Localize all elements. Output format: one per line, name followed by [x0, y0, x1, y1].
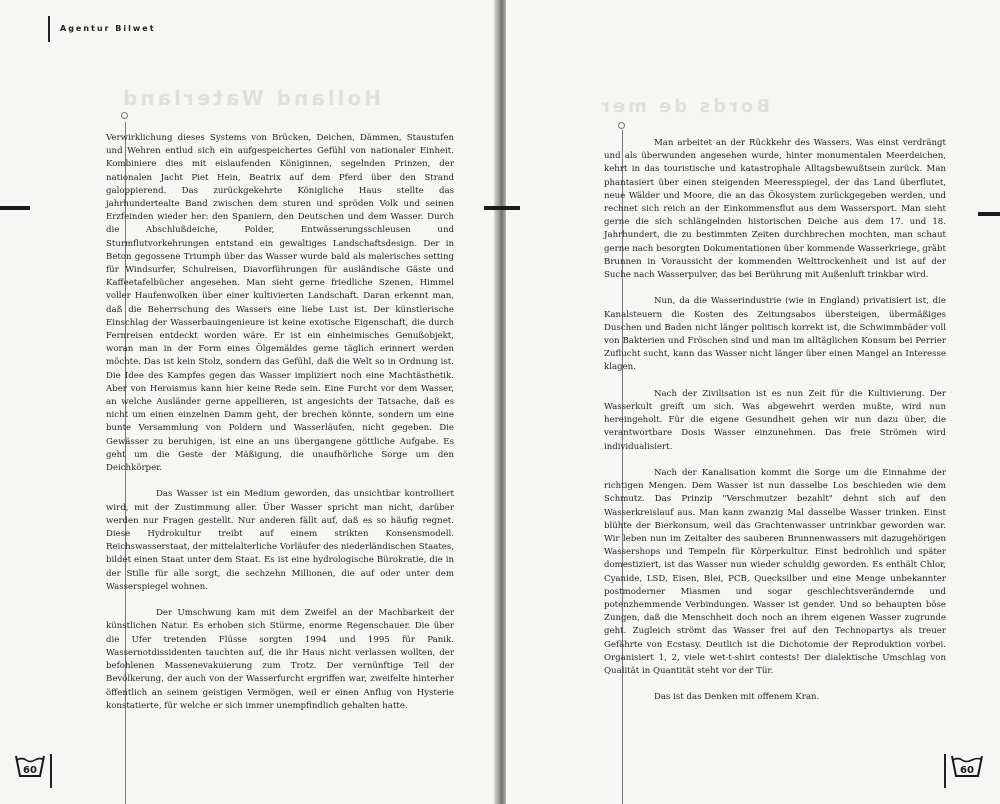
- paragraph: Nach der Zivilisation ist es nun Zeit für die Kultivierung. Der Wasserkult greift um sich. Was abgewehrt werden mußte, wird nun hereingeholt. Für die eigene Gesundheit gehen wir nun dazu über, die verantwortbare Dosis Wasser einzunehmen. Das freie Strömen wird individualisiert.: [604, 388, 946, 452]
- wash-basin-icon: [950, 752, 984, 780]
- left-page: [0, 0, 496, 804]
- margin-marker: [484, 206, 520, 210]
- header-rule: [48, 16, 50, 42]
- show-through-title: Bords de mer: [598, 96, 771, 117]
- show-through-title: Holland Waterland: [120, 86, 381, 110]
- paragraph: Verwirklichung dieses Systems von Brücken, Deichen, Dämmen, Staustufen und Wehren entlud sich ein aufgespeichertes Gefühl von nationaler Einheit. Kombiniere dies mit eislaufenden Königinnen, segelnden Prinzen, der nationalen Jacht Piet Hein, Beatrix auf dem Pferd über den Strand galoppierend. Das zurückgekehrte Königliche Haus stellte das jahrhundertealte Band zwischen dem sturen und spröden Volk und seinen Erzfeinden wieder her: den Spaniern, den Deutschen und dem Wasser. Durch die Abschlußdeiche, Polder, Entwässerungsschleusen und Sturmflutvorkehrungen entstand ein gewaltiges Landschaftsdesign. Der in Beton gegossene Triumph über das Wasser wurde bald als malerisches setting für Windsurfer, Schulreisen, Diavorführungen für ausländische Gäste und Kaffeetafelbücher angesehen. Man sieht gerne friedliche Szenen, Himmel voller Haufenwolken über einer kultivierten Landschaft. Daran erkennt man, daß die Beherrschung des Wassers eine liebe Lust ist. Der künstlerische Einschlag der Wasserbauingenieure ist keine exotische Eigenschaft, die durch Fernreisen entdeckt worden wäre. Er ist ein einheimisches Genußobjekt, woran man in der Form eines Ölgemäldes gerne täglich erinnert werden möchte. Das ist kein Stolz, sondern das Gefühl, daß die Welt so in Ordnung ist. Die Idee des Kampfes gegen das Wasser impliziert noch eine Machtästhetik. Aber von Heroismus kann hier keine Rede sein. Eine Furcht vor dem Wasser, an welche Ausländer gerne appellieren, ist angesichts der Tatsache, daß es nicht um einen einzelnen Damm geht, der brechen könnte, sondern um eine bunte Versammlung von Poldern und Wasserläufen, nicht gegeben. Die Gewässer zu beruhigen, ist eine an uns übergangene göttliche Aufgabe. Es geht um die Geste der Mäßigung, die unaufhörliche Sorge um den Deichkörper.: [106, 133, 454, 474]
- footer-rule: [50, 754, 52, 788]
- margin-marker: [978, 212, 1000, 216]
- running-title: Agentur Bilwet: [60, 24, 156, 33]
- vertical-rule-knob: [618, 122, 625, 129]
- paragraph: Man arbeitet an der Rückkehr des Wassers. Was einst verdrängt und als überwunden angesehen wurde, hinter monumentalen Meerdeichen, kehrt in das touristische und katastrophale Alltagsbewußtsein zurück. Man phantasiert über einen steigenden Meeresspiegel, der das Land überflutet, neue Wälder und Moore, die an das Ökosystem zurückgegeben werden, und rechnet sich reich an der Einkommensflut aus dem Wassersport. Man sieht gerne die sich schlängelnden historischen Deiche aus dem 17. und 18. Jahrhundert, die zu bestimmten Zeiten durchbrechen mochten, man schaut gerne nach besorgten Dokumentationen über kommende Wasserkriege, gräbt Brunnen in Voraussicht der kommenden Welttrockenheit und ist auf der Suche nach Wasserpulver, das bei Berührung mit Außenluft trinkbar wird.: [604, 138, 946, 281]
- wash-basin-icon: [14, 752, 46, 780]
- page-number-badge: [14, 752, 46, 784]
- margin-marker: [0, 206, 30, 210]
- left-body-text: [106, 132, 454, 726]
- paragraph: Nun, da die Wasserindustrie (wie in England) privatisiert ist, die Kanalsteuern die Kosten des Zeitungsabos übersteigen, übermäßiges Duschen und Baden nicht länger politisch korrekt ist, die Schwimmbäder voll von Bakterien und Fröschen sind und man im alltäglichen Konsum bei Perrier Zuflucht sucht, kann das Wasser nicht länger über einen Mangel an Interesse klagen.: [604, 296, 946, 373]
- vertical-rule-knob: [121, 112, 128, 119]
- paragraph: Nach der Kanalisation kommt die Sorge um die Einnahme der richtigen Mengen. Dem Wasser ist nun dasselbe Los beschieden wie dem Schmutz. Das Prinzip "Verschmutzer bezahlt" dehnt sich auf den Wasserkreislauf aus. Man kann zwanzig Mal dasselbe Wasser trinken. Einst blühte der Bierkonsum, weil das Grachtenwasser untrinkbar geworden war. Wir leben nun im Zeitalter des sauberen Brunnenwassers mit dazugehörigen Wassershops und Tempeln für Körperkultur. Einst bedrohlich und später domestiziert, ist das Wasser nun wieder schuldig geworden. Es enthält Chlor, Cyanide, LSD, Eisen, Blei, PCB, Quecksilber und eine Menge unbekannter postmoderner Miasmen und sogar geschlechtsverändernde und potenzhemmende Verbindungen. Wasser ist gender. Und so behaupten böse Zungen, daß die Menschheit doch noch an ihrem eigenen Wasser zugrunde geht. Zugleich strömt das Wasser frei auf den Technopartys als treuer Gefährte von Ecstasy. Deutlich ist die Dichotomie der Reproduktion vorbei. Organisiert 1, 2, viele wet-t-shirt contests! Der dialektische Umschlag von Qualität in Quantität steht vor der Tür.: [604, 468, 946, 677]
- page-number: 60: [23, 765, 37, 776]
- paragraph: Der Umschwung kam mit dem Zweifel an der Machbarkeit der künstlichen Natur. Es erhoben sich Stürme, enorme Regenschauer. Die über die Ufer tretenden Flüsse sorgten 1994 und 1995 für Panik. Wassernotdissidenten tauchten auf, die ihr Haus nicht verlassen wollten, der befohlenen Massenevakuierung zum Trotz. Der vernünftige Teil der Bevölkerung, der auch von der Wasserfurcht ergriffen war, zweifelte hinterher öffentlich an seinem geistigen Vermögen, weil er einen Anflug von Hysterie konstatierte, für welche er sich immer unempfindlich gehalten hatte.: [106, 608, 454, 711]
- footer-rule: [944, 754, 946, 788]
- page-number: 60: [960, 765, 974, 776]
- right-body-text: [604, 137, 946, 718]
- paragraph: Das ist das Denken mit offenem Kran.: [654, 692, 820, 703]
- page-number-badge: [950, 752, 984, 784]
- paragraph: Das Wasser ist ein Medium geworden, das unsichtbar kontrolliert wird, mit der Zustimmung aller. Über Wasser spricht man nicht, darüber werden nur Fragen gestellt. Nur anderen fällt auf, daß es so häufig regnet. Diese Hydrokultur treibt auf einem strikten Konsensmodell. Reichswasserstaat, der mittelalterliche Vorläufer des niederländischen Staates, bildet einen Staat unter dem Staat. Es ist eine hydrologische Bürokratie, die in der Stille für alle sorgt, die sechzehn Millionen, die auf oder unter dem Wasserspiegel wohnen.: [106, 489, 454, 592]
